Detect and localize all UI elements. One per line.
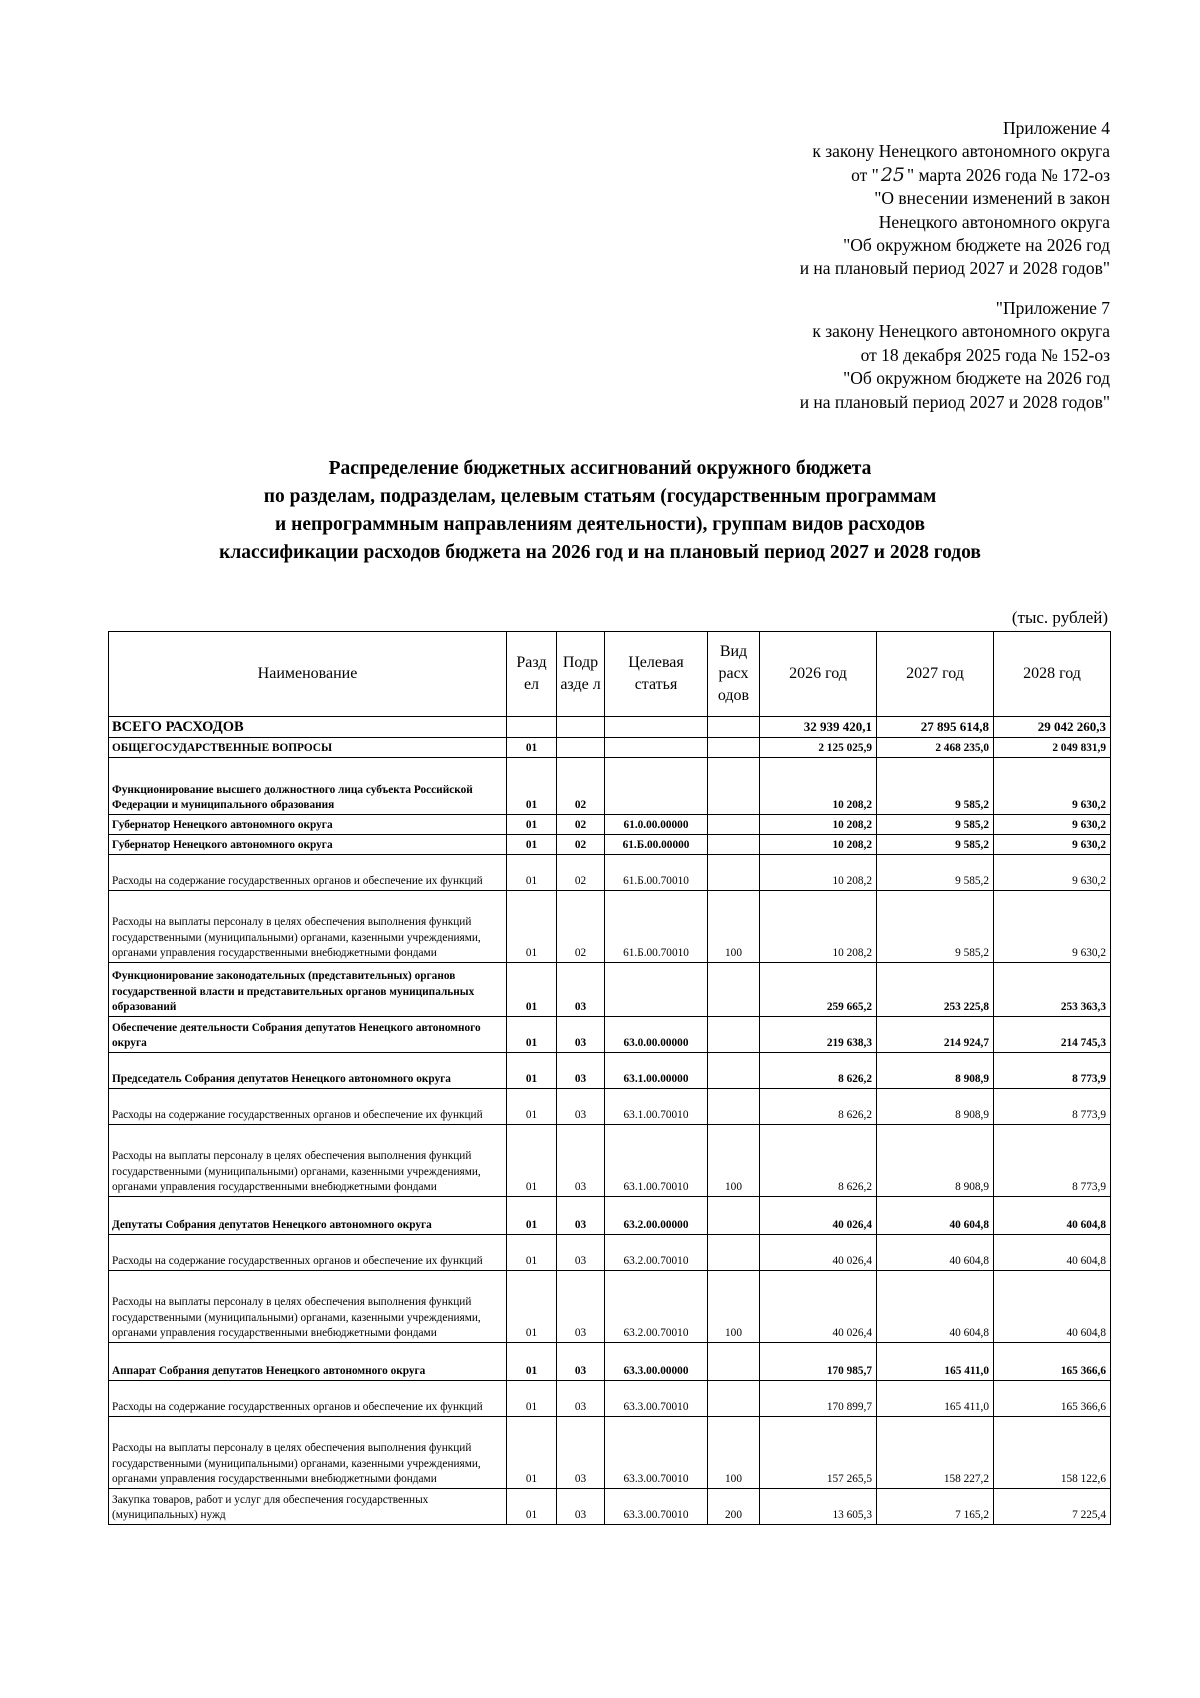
col-header-vid: Вид расх одов [708,632,760,717]
title-line: и непрограммным направлениям деятельности), группам видов расходов [274,514,926,535]
row-amount-2028: 8 773,9 [994,1089,1111,1125]
row-podrazdel: 02 [557,855,605,891]
row-podrazdel: 03 [557,1271,605,1343]
header-date-prefix: от " [851,164,879,185]
row-vid-rashodov [708,1053,760,1089]
row-razdel: 01 [507,963,557,1017]
row-amount-2027: 8 908,9 [877,1125,994,1197]
budget-table [108,631,1111,1525]
table-row [109,1053,1111,1089]
row-name: Аппарат Собрания депутатов Ненецкого автономного округа [109,1343,507,1381]
row-vid-rashodov [708,1017,760,1053]
row-razdel: 01 [507,1053,557,1089]
row-amount-2026: 13 605,3 [760,1489,877,1525]
row-razdel: 01 [507,1271,557,1343]
row-vid-rashodov [708,717,760,738]
row-amount-2026: 10 208,2 [760,855,877,891]
table-row [109,758,1111,815]
row-amount-2028: 2 049 831,9 [994,738,1111,758]
row-name: Расходы на выплаты персоналу в целях обеспечения выполнения функций государственными (муниципальными) органами, казенными учреждениями, органами управления государственными внебюджетными фондами [109,891,507,963]
row-amount-2028: 8 773,9 [994,1053,1111,1089]
table-row [109,1089,1111,1125]
header-line: и на плановый период 2027 и 2028 годов" [799,258,1110,279]
row-vid-rashodov [708,738,760,758]
row-amount-2026: 10 208,2 [760,891,877,963]
row-name: ОБЩЕГОСУДАРСТВЕННЫЕ ВОПРОСЫ [109,738,507,758]
row-celevaya-statya: 63.3.00.70010 [605,1489,708,1525]
row-amount-2028: 7 225,4 [994,1489,1111,1525]
row-vid-rashodov: 100 [708,1417,760,1489]
row-amount-2027: 27 895 614,8 [877,717,994,738]
row-name: Расходы на содержание государственных органов и обеспечение их функций [109,1089,507,1125]
row-amount-2027: 9 585,2 [877,835,994,855]
table-row [109,1197,1111,1235]
header-line: и на плановый период 2027 и 2028 годов" [799,391,1110,412]
row-amount-2028: 9 630,2 [994,855,1111,891]
row-razdel: 01 [507,891,557,963]
row-amount-2028: 158 122,6 [994,1417,1111,1489]
row-vid-rashodov: 200 [708,1489,760,1525]
row-name: Функционирование законодательных (представительных) органов государственной власти и представительных органов муниципальных образований [109,963,507,1017]
row-amount-2027: 165 411,0 [877,1381,994,1417]
row-podrazdel [557,738,605,758]
table-row [109,1381,1111,1417]
row-amount-2028: 29 042 260,3 [994,717,1111,738]
row-celevaya-statya: 61.Б.00.70010 [605,891,708,963]
row-amount-2027: 9 585,2 [877,758,994,815]
row-podrazdel: 02 [557,815,605,835]
row-amount-2026: 40 026,4 [760,1271,877,1343]
row-podrazdel: 03 [557,1053,605,1089]
row-celevaya-statya: 63.2.00.70010 [605,1235,708,1271]
table-row [109,891,1111,963]
row-amount-2027: 8 908,9 [877,1089,994,1125]
document-title [0,455,1200,567]
row-podrazdel: 02 [557,891,605,963]
title-line: классификации расходов бюджета на 2026 год и на плановый период 2027 и 2028 годов [219,542,981,563]
col-header-2026: 2026 год [760,632,877,717]
row-amount-2028: 40 604,8 [994,1235,1111,1271]
row-name: Депутаты Собрания депутатов Ненецкого автономного округа [109,1197,507,1235]
col-header-razdel: Разд ел [507,632,557,717]
row-amount-2028: 8 773,9 [994,1125,1111,1197]
row-amount-2028: 253 363,3 [994,963,1111,1017]
row-podrazdel: 03 [557,1017,605,1053]
row-amount-2026: 219 638,3 [760,1017,877,1053]
row-amount-2027: 7 165,2 [877,1489,994,1525]
table-row [109,1489,1111,1525]
table-row [109,855,1111,891]
col-header-podrazdel: Подр азде л [557,632,605,717]
row-name: Функционирование высшего должностного лица субъекта Российской Федерации и муниципального образования [109,758,507,815]
row-vid-rashodov [708,815,760,835]
row-name: Закупка товаров, работ и услуг для обеспечения государственных (муниципальных) нужд [109,1489,507,1525]
row-podrazdel: 03 [557,1343,605,1381]
row-vid-rashodov [708,855,760,891]
row-razdel: 01 [507,1417,557,1489]
row-vid-rashodov: 100 [708,1125,760,1197]
row-celevaya-statya [605,738,708,758]
col-header-2027: 2027 год [877,632,994,717]
row-celevaya-statya: 63.3.00.00000 [605,1343,708,1381]
row-amount-2027: 8 908,9 [877,1053,994,1089]
row-podrazdel: 02 [557,835,605,855]
table-row [109,1343,1111,1381]
row-vid-rashodov: 100 [708,891,760,963]
header-date-line [800,164,1110,187]
handwritten-day: 25 [880,163,905,186]
row-vid-rashodov [708,758,760,815]
header-date-suffix: " марта 2026 года № 172-оз [907,164,1110,185]
row-celevaya-statya: 63.1.00.00000 [605,1053,708,1089]
row-name: Расходы на содержание государственных органов и обеспечение их функций [109,1235,507,1271]
row-celevaya-statya: 63.2.00.00000 [605,1197,708,1235]
row-amount-2027: 40 604,8 [877,1271,994,1343]
row-podrazdel: 03 [557,1197,605,1235]
row-celevaya-statya [605,717,708,738]
row-vid-rashodov [708,1235,760,1271]
table-row [109,717,1111,738]
row-celevaya-statya: 61.Б.00.00000 [605,835,708,855]
row-name: Расходы на выплаты персоналу в целях обеспечения выполнения функций государственными (муниципальными) органами, казенными учреждениями, органами управления государственными внебюджетными фондами [109,1125,507,1197]
table-row [109,1417,1111,1489]
row-razdel: 01 [507,758,557,815]
row-amount-2027: 9 585,2 [877,891,994,963]
row-podrazdel: 03 [557,1381,605,1417]
row-amount-2026: 8 626,2 [760,1053,877,1089]
row-amount-2026: 10 208,2 [760,815,877,835]
row-podrazdel: 02 [557,758,605,815]
col-header-celevaya: Целевая статья [605,632,708,717]
row-razdel: 01 [507,1489,557,1525]
row-podrazdel: 03 [557,1125,605,1197]
row-podrazdel: 03 [557,1489,605,1525]
row-celevaya-statya: 63.3.00.70010 [605,1381,708,1417]
row-celevaya-statya: 61.0.00.00000 [605,815,708,835]
row-razdel: 01 [507,815,557,835]
row-amount-2027: 158 227,2 [877,1417,994,1489]
row-amount-2027: 2 468 235,0 [877,738,994,758]
col-header-2028: 2028 год [994,632,1111,717]
row-celevaya-statya [605,758,708,815]
row-celevaya-statya: 63.1.00.70010 [605,1125,708,1197]
row-name: Председатель Собрания депутатов Ненецкого автономного округа [109,1053,507,1089]
header-line: к закону Ненецкого автономного округа [812,141,1110,162]
row-amount-2026: 10 208,2 [760,758,877,815]
row-name: Расходы на содержание государственных органов и обеспечение их функций [109,855,507,891]
row-razdel [507,717,557,738]
row-vid-rashodov [708,1381,760,1417]
row-name: ВСЕГО РАСХОДОВ [109,717,507,738]
row-amount-2027: 253 225,8 [877,963,994,1017]
col-header-name: Наименование [109,632,507,717]
header-line: к закону Ненецкого автономного округа [812,321,1110,342]
table-row [109,1125,1111,1197]
row-amount-2028: 9 630,2 [994,815,1111,835]
row-amount-2026: 40 026,4 [760,1235,877,1271]
table-row [109,738,1111,758]
table-row [109,835,1111,855]
row-celevaya-statya: 63.2.00.70010 [605,1271,708,1343]
row-celevaya-statya [605,963,708,1017]
table-body [109,717,1111,1525]
row-amount-2028: 40 604,8 [994,1197,1111,1235]
row-vid-rashodov [708,1343,760,1381]
row-vid-rashodov: 100 [708,1271,760,1343]
row-amount-2028: 40 604,8 [994,1271,1111,1343]
row-celevaya-statya: 63.3.00.70010 [605,1417,708,1489]
row-razdel: 01 [507,1017,557,1053]
row-amount-2028: 214 745,3 [994,1017,1111,1053]
row-amount-2026: 32 939 420,1 [760,717,877,738]
row-amount-2026: 8 626,2 [760,1089,877,1125]
row-name: Расходы на выплаты персоналу в целях обеспечения выполнения функций государственными (муниципальными) органами, казенными учреждениями, органами управления государственными внебюджетными фондами [109,1417,507,1489]
row-amount-2027: 9 585,2 [877,815,994,835]
row-razdel: 01 [507,1235,557,1271]
row-amount-2027: 40 604,8 [877,1197,994,1235]
row-vid-rashodov [708,963,760,1017]
row-amount-2028: 165 366,6 [994,1343,1111,1381]
row-amount-2026: 40 026,4 [760,1197,877,1235]
row-razdel: 01 [507,1197,557,1235]
row-name: Губернатор Ненецкого автономного округа [109,815,507,835]
row-podrazdel: 03 [557,1089,605,1125]
row-amount-2027: 165 411,0 [877,1343,994,1381]
row-podrazdel: 03 [557,963,605,1017]
row-amount-2026: 8 626,2 [760,1125,877,1197]
title-line: по разделам, подразделам, целевым статьям (государственным программам [263,486,937,507]
row-vid-rashodov [708,1089,760,1125]
row-podrazdel: 03 [557,1235,605,1271]
row-amount-2026: 170 899,7 [760,1381,877,1417]
row-vid-rashodov [708,835,760,855]
row-name: Обеспечение деятельности Собрания депутатов Ненецкого автономного округа [109,1017,507,1053]
row-razdel: 01 [507,1125,557,1197]
row-amount-2026: 2 125 025,9 [760,738,877,758]
header-line: от 18 декабря 2025 года № 152-оз [860,344,1110,365]
row-celevaya-statya: 61.Б.00.70010 [605,855,708,891]
row-name: Расходы на содержание государственных органов и обеспечение их функций [109,1381,507,1417]
header-line: Приложение 4 [1002,118,1110,138]
row-amount-2028: 9 630,2 [994,835,1111,855]
row-amount-2026: 10 208,2 [760,835,877,855]
row-razdel: 01 [507,835,557,855]
header-line: "О внесении изменений в закон [874,188,1110,209]
table-row [109,815,1111,835]
row-name: Губернатор Ненецкого автономного округа [109,835,507,855]
units-label: (тыс. рублей) [1011,608,1108,627]
row-razdel: 01 [507,1089,557,1125]
row-podrazdel: 03 [557,1417,605,1489]
row-celevaya-statya: 63.0.00.00000 [605,1017,708,1053]
table-row [109,1271,1111,1343]
table-row [109,963,1111,1017]
header-line: "Об окружном бюджете на 2026 год [843,235,1110,256]
row-vid-rashodov [708,1197,760,1235]
header-line: "Приложение 7 [995,298,1110,318]
previous-appendix-header-block [800,297,1110,414]
table-header-row [109,632,1111,717]
row-amount-2028: 165 366,6 [994,1381,1111,1417]
row-razdel: 01 [507,738,557,758]
row-razdel: 01 [507,855,557,891]
row-name: Расходы на выплаты персоналу в целях обеспечения выполнения функций государственными (муниципальными) органами, казенными учреждениями, органами управления государственными внебюджетными фондами [109,1271,507,1343]
table-row [109,1017,1111,1053]
row-amount-2027: 40 604,8 [877,1235,994,1271]
row-razdel: 01 [507,1343,557,1381]
row-podrazdel [557,717,605,738]
row-amount-2028: 9 630,2 [994,891,1111,963]
row-amount-2027: 214 924,7 [877,1017,994,1053]
header-line: "Об окружном бюджете на 2026 год [843,368,1110,389]
appendix-header-block [800,117,1110,281]
row-celevaya-statya: 63.1.00.70010 [605,1089,708,1125]
row-amount-2026: 259 665,2 [760,963,877,1017]
row-amount-2026: 157 265,5 [760,1417,877,1489]
title-line: Распределение бюджетных ассигнований окружного бюджета [328,458,872,479]
header-line: Ненецкого автономного округа [878,211,1110,232]
table-row [109,1235,1111,1271]
row-amount-2026: 170 985,7 [760,1343,877,1381]
row-amount-2027: 9 585,2 [877,855,994,891]
row-razdel: 01 [507,1381,557,1417]
row-amount-2028: 9 630,2 [994,758,1111,815]
